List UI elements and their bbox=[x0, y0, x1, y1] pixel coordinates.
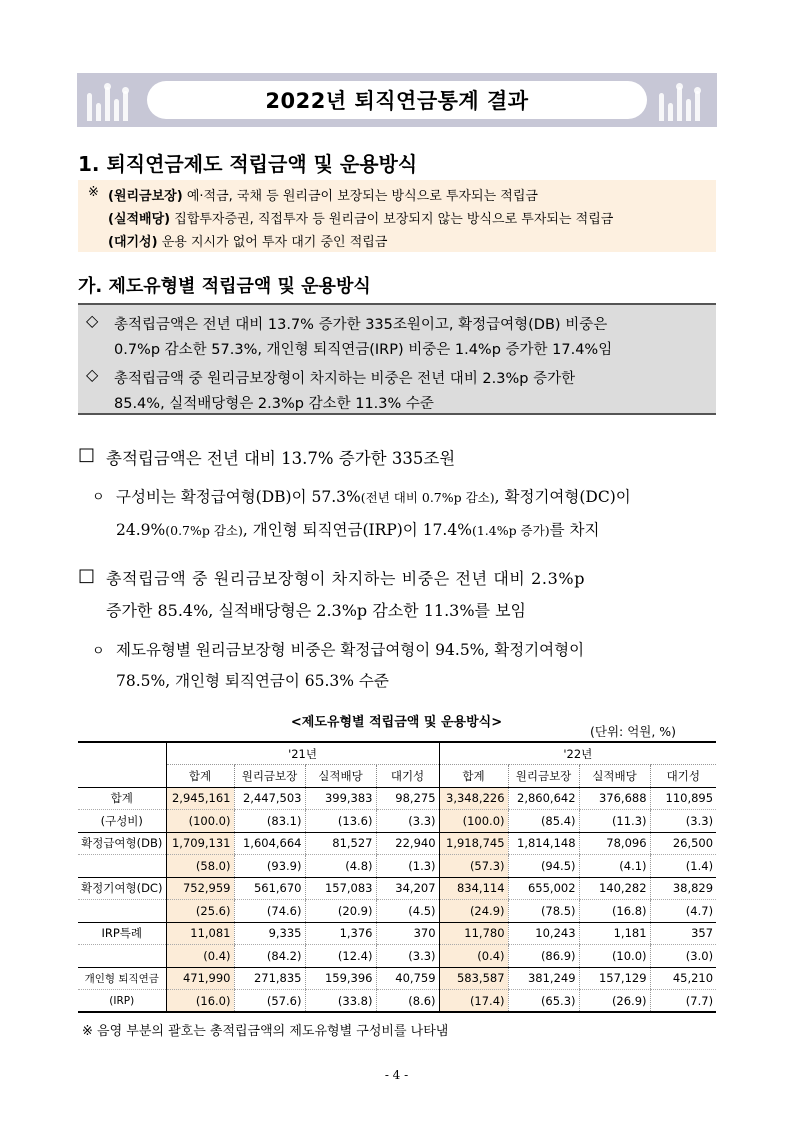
page-title: 2022년 퇴직연금통계 결과 bbox=[147, 81, 647, 119]
table-cell: (4.8) bbox=[305, 855, 376, 878]
summary-line: 총적립금액 중 원리금보장형이 차지하는 비중은 전년 대비 2.3%p 증가한 bbox=[114, 371, 576, 387]
table-cell: (57.6) bbox=[234, 990, 305, 1013]
table-cell: 140,282 bbox=[579, 877, 650, 900]
table-cell: (20.9) bbox=[305, 900, 376, 923]
column-header: 실적배당 bbox=[579, 765, 650, 788]
table-row bbox=[78, 967, 716, 990]
checkbox-icon: □ bbox=[78, 444, 96, 465]
table-cell: 34,207 bbox=[376, 877, 439, 900]
body-paragraph: 제도유형별 원리금보장형 비중은 확정급여형이 94.5%, 확정기여형이 bbox=[116, 641, 585, 659]
table-cell: 1,376 bbox=[305, 922, 376, 945]
table-cell: 157,129 bbox=[579, 967, 650, 990]
subsection-heading: 가. 제도유형별 적립금액 및 운용방식 bbox=[78, 276, 371, 297]
table-cell: 22,940 bbox=[376, 832, 439, 855]
table-cell: 583,587 bbox=[439, 967, 508, 990]
row-label: (IRP) bbox=[78, 990, 166, 1013]
year-header: '22년 bbox=[439, 742, 716, 765]
section-heading: 1. 퇴직연금제도 적립금액 및 운용방식 bbox=[78, 152, 418, 176]
table-row bbox=[78, 787, 716, 810]
table-cell: 1,604,664 bbox=[234, 832, 305, 855]
table-cell: 3,348,226 bbox=[439, 787, 508, 810]
table-cell: (3.3) bbox=[650, 810, 716, 833]
table-unit: (단위: 억원, %) bbox=[590, 724, 677, 739]
table-cell: (12.4) bbox=[305, 945, 376, 968]
row-label bbox=[78, 855, 166, 878]
summary-line: 0.7%p 감소한 57.3%, 개인형 퇴직연금(IRP) 비중은 1.4%p 증가한 17.4%임 bbox=[114, 342, 613, 358]
diamond-icon: ◇ bbox=[86, 311, 99, 330]
column-header: 합계 bbox=[439, 765, 508, 788]
table-row bbox=[78, 922, 716, 945]
table-cell: 45,210 bbox=[650, 967, 716, 990]
column-header: 원리금보장 bbox=[234, 765, 305, 788]
table-cell: 271,835 bbox=[234, 967, 305, 990]
table-cell: 1,814,148 bbox=[508, 832, 579, 855]
table-cell: (16.8) bbox=[579, 900, 650, 923]
table-cell: 26,500 bbox=[650, 832, 716, 855]
column-header: 대기성 bbox=[650, 765, 716, 788]
table-row bbox=[78, 832, 716, 855]
table-cell: (93.9) bbox=[234, 855, 305, 878]
bullet-icon: ㅇ bbox=[92, 490, 105, 505]
table-cell: (10.0) bbox=[579, 945, 650, 968]
table-cell: 40,759 bbox=[376, 967, 439, 990]
table-header-row bbox=[78, 742, 716, 765]
table-cell: 81,527 bbox=[305, 832, 376, 855]
table-cell: (78.5) bbox=[508, 900, 579, 923]
note-line: (대기성) 운용 지시가 없어 투자 대기 중인 적립금 bbox=[108, 235, 388, 250]
table-cell: 1,918,745 bbox=[439, 832, 508, 855]
table-row bbox=[78, 945, 716, 968]
table-cell: (25.6) bbox=[166, 900, 234, 923]
row-label: (구성비) bbox=[78, 810, 166, 833]
table-row bbox=[78, 810, 716, 833]
diamond-icon: ◇ bbox=[86, 365, 99, 384]
corner-cell bbox=[78, 742, 166, 787]
column-header: 원리금보장 bbox=[508, 765, 579, 788]
table-title: <제도유형별 적립금액 및 운용방식> bbox=[290, 715, 503, 730]
table-cell: 11,081 bbox=[166, 922, 234, 945]
table-cell: 655,002 bbox=[508, 877, 579, 900]
table-cell: 399,383 bbox=[305, 787, 376, 810]
table-cell: (7.7) bbox=[650, 990, 716, 1013]
year-header: '21년 bbox=[166, 742, 439, 765]
table-cell: 381,249 bbox=[508, 967, 579, 990]
table-cell: (13.6) bbox=[305, 810, 376, 833]
table-cell: (4.1) bbox=[579, 855, 650, 878]
table-cell: 1,181 bbox=[579, 922, 650, 945]
body-paragraph: 78.5%, 개인형 퇴직연금이 65.3% 수준 bbox=[116, 672, 389, 690]
table-cell: (16.0) bbox=[166, 990, 234, 1013]
table-row bbox=[78, 877, 716, 900]
table-cell: (24.9) bbox=[439, 900, 508, 923]
note-line: (실적배당) 집합투자증권, 직접투자 등 원리금이 보장되지 않는 방식으로 투자되는 적립금 bbox=[108, 212, 614, 227]
table-cell: 110,895 bbox=[650, 787, 716, 810]
table-cell: (1.4) bbox=[650, 855, 716, 878]
table-cell: (84.2) bbox=[234, 945, 305, 968]
table-row bbox=[78, 900, 716, 923]
table-cell: (100.0) bbox=[166, 810, 234, 833]
table-cell: (3.0) bbox=[650, 945, 716, 968]
note-mark: ※ bbox=[88, 185, 99, 200]
table-cell: (11.3) bbox=[579, 810, 650, 833]
body-paragraph: 증가한 85.4%, 실적배당형은 2.3%p 감소한 11.3%를 보임 bbox=[106, 601, 526, 620]
data-table bbox=[78, 741, 716, 1013]
table-cell: 9,335 bbox=[234, 922, 305, 945]
table-header-row bbox=[78, 765, 716, 788]
body-paragraph: 총적립금액 중 원리금보장형이 차지하는 비중은 전년 대비 2.3%p bbox=[106, 569, 586, 588]
table-cell: 2,860,642 bbox=[508, 787, 579, 810]
table-cell: 471,990 bbox=[166, 967, 234, 990]
summary-box bbox=[78, 303, 716, 415]
table-row bbox=[78, 855, 716, 878]
table-cell: (85.4) bbox=[508, 810, 579, 833]
summary-line: 85.4%, 실적배당형은 2.3%p 감소한 11.3% 수준 bbox=[114, 396, 434, 412]
note-line: (원리금보장) 예·적금, 국채 등 원리금이 보장되는 방식으로 투자되는 적립금 bbox=[108, 189, 538, 204]
table-cell: (8.6) bbox=[376, 990, 439, 1013]
table-cell: (17.4) bbox=[439, 990, 508, 1013]
table-cell: 157,083 bbox=[305, 877, 376, 900]
table-cell: 2,945,161 bbox=[166, 787, 234, 810]
body-paragraph: 총적립금액은 전년 대비 13.7% 증가한 335조원 bbox=[106, 449, 456, 468]
body-paragraph: 구성비는 확정급여형(DB)이 57.3%(전년 대비 0.7%p 감소), 확정기여형(DC)이 bbox=[116, 488, 631, 506]
table-cell: (65.3) bbox=[508, 990, 579, 1013]
checkbox-icon: □ bbox=[78, 565, 96, 586]
column-header: 대기성 bbox=[376, 765, 439, 788]
table-cell: (57.3) bbox=[439, 855, 508, 878]
table-cell: (58.0) bbox=[166, 855, 234, 878]
column-header: 합계 bbox=[166, 765, 234, 788]
table-cell: 159,396 bbox=[305, 967, 376, 990]
definition-note-box bbox=[78, 180, 716, 252]
footnote: ※ 음영 부분의 괄호는 총적립금액의 제도유형별 구성비를 나타냄 bbox=[82, 1024, 449, 1039]
table-cell: 2,447,503 bbox=[234, 787, 305, 810]
row-label: 합계 bbox=[78, 787, 166, 810]
row-label: 개인형 퇴직연금 bbox=[78, 967, 166, 990]
title-banner bbox=[77, 73, 717, 127]
row-label: 확정급여형(DB) bbox=[78, 832, 166, 855]
column-header: 실적배당 bbox=[305, 765, 376, 788]
table-cell: (86.9) bbox=[508, 945, 579, 968]
table-cell: (26.9) bbox=[579, 990, 650, 1013]
table-cell: 38,829 bbox=[650, 877, 716, 900]
table-cell: 376,688 bbox=[579, 787, 650, 810]
row-label: IRP특례 bbox=[78, 922, 166, 945]
table-cell: 98,275 bbox=[376, 787, 439, 810]
table-cell: 752,959 bbox=[166, 877, 234, 900]
table-cell: (4.5) bbox=[376, 900, 439, 923]
table-cell: 834,114 bbox=[439, 877, 508, 900]
table-cell: 1,709,131 bbox=[166, 832, 234, 855]
table-cell: 78,096 bbox=[579, 832, 650, 855]
bullet-icon: ㅇ bbox=[92, 644, 105, 659]
row-label bbox=[78, 945, 166, 968]
table-cell: 561,670 bbox=[234, 877, 305, 900]
row-label: 확정기여형(DC) bbox=[78, 877, 166, 900]
table-cell: (1.3) bbox=[376, 855, 439, 878]
table-cell: 357 bbox=[650, 922, 716, 945]
table-cell: (0.4) bbox=[439, 945, 508, 968]
table-cell: (0.4) bbox=[166, 945, 234, 968]
table-cell: 10,243 bbox=[508, 922, 579, 945]
table-cell: (33.8) bbox=[305, 990, 376, 1013]
page-number: - 4 - bbox=[384, 1068, 409, 1082]
table-cell: (3.3) bbox=[376, 945, 439, 968]
table-cell: (74.6) bbox=[234, 900, 305, 923]
table-cell: (100.0) bbox=[439, 810, 508, 833]
table-cell: 11,780 bbox=[439, 922, 508, 945]
body-paragraph: 24.9%(0.7%p 감소), 개인형 퇴직연금(IRP)이 17.4%(1.4%p 증가)를 차지 bbox=[116, 521, 600, 539]
table-row bbox=[78, 990, 716, 1013]
row-label bbox=[78, 900, 166, 923]
table-cell: (83.1) bbox=[234, 810, 305, 833]
table-cell: (3.3) bbox=[376, 810, 439, 833]
table-cell: 370 bbox=[376, 922, 439, 945]
table-cell: (4.7) bbox=[650, 900, 716, 923]
summary-line: 총적립금액은 전년 대비 13.7% 증가한 335조원이고, 확정급여형(DB) 비중은 bbox=[114, 317, 608, 333]
table-cell: (94.5) bbox=[508, 855, 579, 878]
